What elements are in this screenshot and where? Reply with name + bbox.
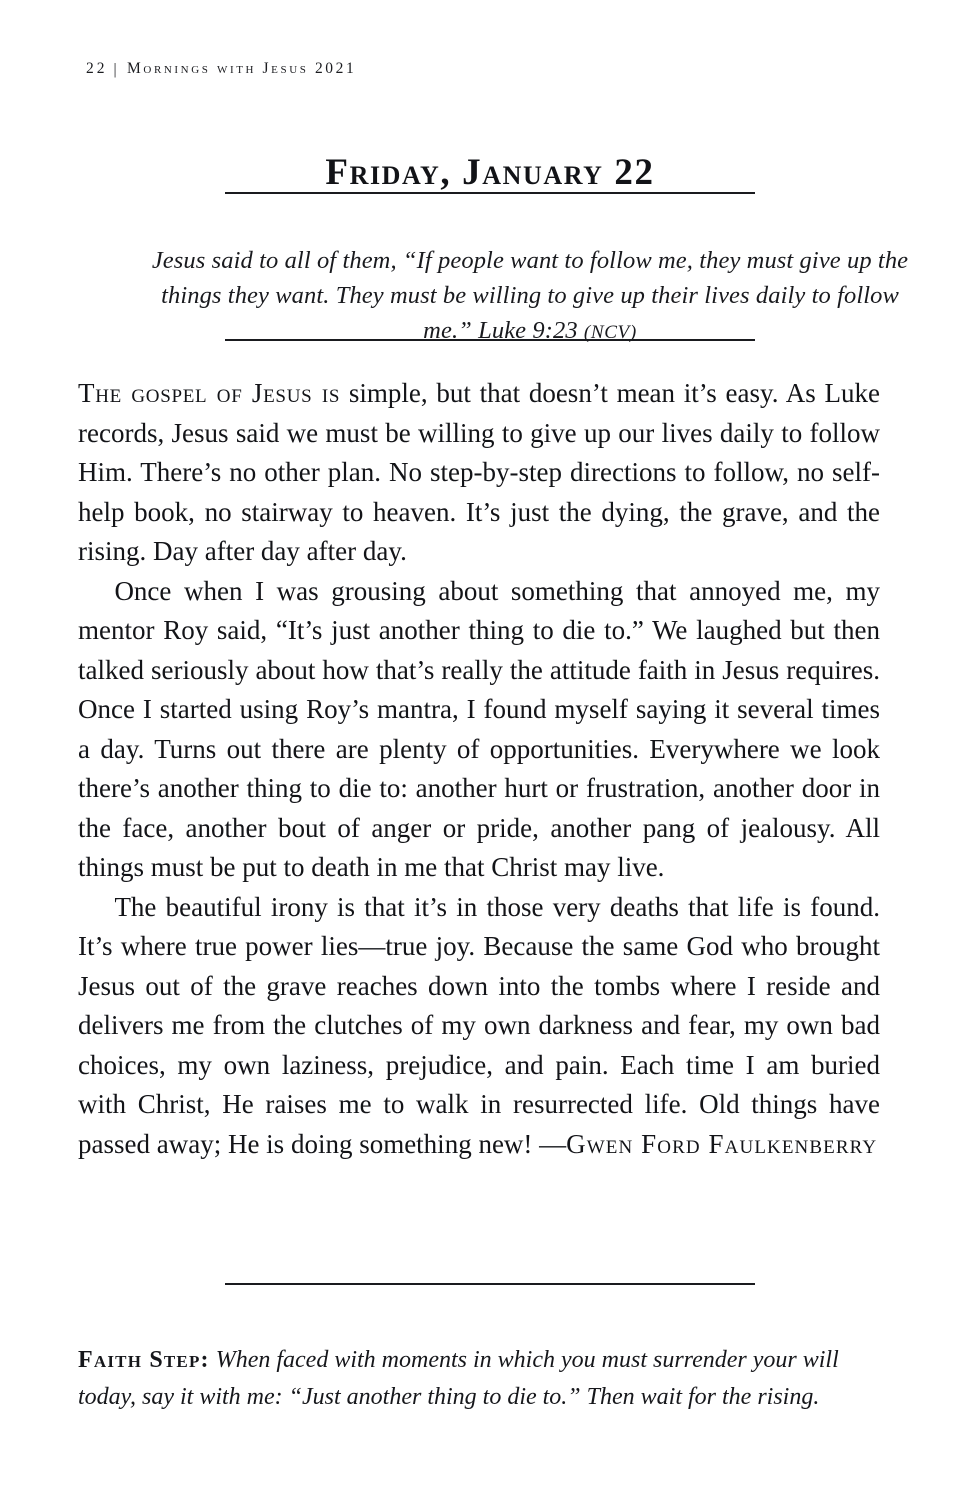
running-head [86, 60, 356, 78]
attribution-dash: — [539, 1128, 567, 1159]
author-attribution: Gwen Ford Faulkenberry [566, 1128, 878, 1159]
page-title: Friday, January 22 [325, 151, 655, 193]
faith-step-text: When faced with moments in which you must surrender your will today, say it with me: “Just another thing to die to.” Then wait for the rising. [78, 1347, 839, 1410]
faith-step-section [78, 1342, 880, 1416]
running-head-book-title: Mornings with Jesus 2021 [127, 60, 357, 77]
body-paragraph-1-text: simple, but that doesn’t mean it’s easy. As Luke records, Jesus said we must be willing to give up our lives daily to follow Him. There’s no other plan. No step-by-step directions to follow, no self-help book, no stairway to heaven. It’s just the dying, the grave, and the rising. Day after day after day. [78, 378, 880, 566]
body-paragraph-2: Once when I was grousing about something that annoyed me, my mentor Roy said, “It’s just another thing to die to.” We laughed but then talked seriously about how that’s really the attitude faith in Jesus requires. Once I started using Roy’s mantra, I found myself saying it several times a day. Turns out there are plenty of opportunities. Everywhere we look there’s another thing to die to: another hurt or frustration, another door in the face, another bout of anger or pride, another pang of jealousy. All things must be put to death in me that Christ may live. [78, 575, 880, 882]
divider-rule-top [225, 192, 755, 194]
scripture-quote [150, 243, 910, 350]
page-number: 22 [86, 60, 108, 77]
body-paragraph-1 [78, 374, 880, 572]
faith-step-label: Faith Step: [78, 1347, 210, 1373]
divider-rule-bottom [225, 339, 755, 341]
scripture-text: Jesus said to all of them, “If people want to follow me, they must give up the things they want. They must be willing to give up their lives daily to follow me.” Luke 9:23 [151, 246, 909, 344]
scripture-version: (NCV) [583, 321, 637, 343]
divider-rule-faith-step [225, 1283, 755, 1285]
body-lead-in: The gospel of Jesus is [78, 378, 341, 408]
devotional-body [78, 374, 880, 1164]
body-paragraph-3-text: The beautiful irony is that it’s in those very deaths that life is found. It’s where true power lies—true joy. Because the same God who brought Jesus out of the grave reaches down into the tombs where I reside and delivers me from the clutches of my own darkness and fear, my own bad choices, my own laziness, prejudice, and pain. Each time I am buried with Christ, He raises me to walk in resurrected life. Old things have passed away; He is doing something new! [78, 891, 880, 1159]
running-head-separator: | [113, 61, 120, 78]
body-paragraph-3 [78, 888, 880, 1165]
